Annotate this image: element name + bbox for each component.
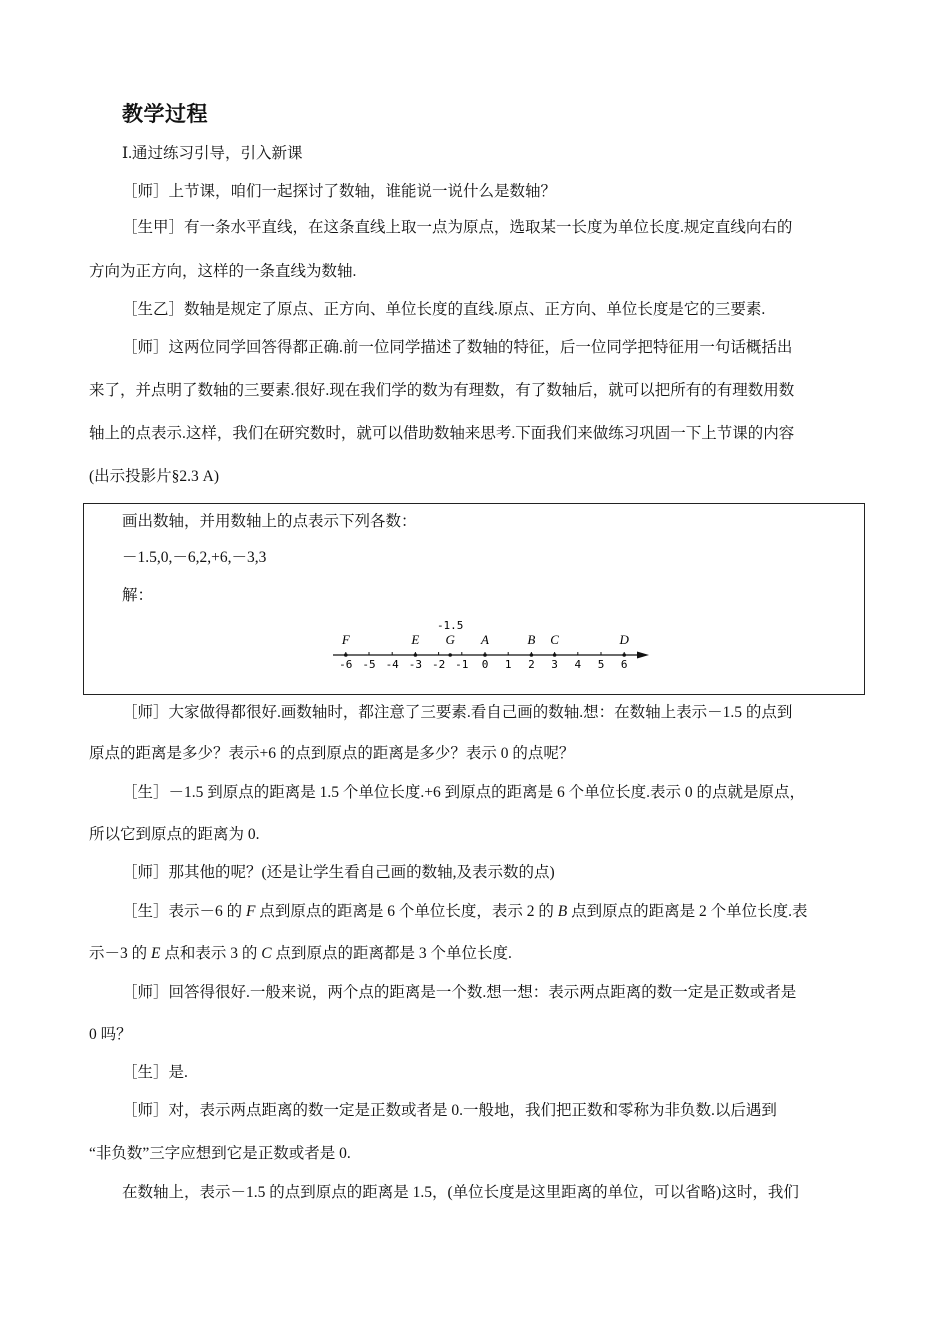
paragraph: ［生］是. (122, 1064, 188, 1081)
point-label: F (341, 632, 350, 647)
tick-label: 6 (620, 658, 628, 671)
paragraph: 方向为正方向，这样的一条直线为数轴. (89, 263, 357, 280)
paragraph: 轴上的点表示.这样，我们在研究数时，就可以借助数轴来思考.下面我们来做练习巩固一下上节课的内容 (89, 425, 795, 442)
tick-label: -2 (431, 658, 446, 671)
point-dot (530, 653, 534, 657)
point-dot (414, 653, 418, 657)
paragraph: ［生乙］数轴是规定了原点、正方向、单位长度的直线.原点、正方向、单位长度是它的三要素. (122, 301, 766, 318)
paragraph: ［师］上节课，咱们一起探讨了数轴，谁能说一说什么是数轴？ (122, 183, 557, 200)
paragraph: 所以它到原点的距离为 0. (89, 826, 260, 843)
point-label-C: C (261, 945, 272, 962)
tick-label: 0 (481, 658, 489, 671)
point-label: B (527, 632, 536, 647)
callout-label: -1.5 (436, 619, 464, 632)
tick-label: -5 (362, 658, 376, 671)
text-run: 点到原点的距离都是 3 个单位长度. (271, 945, 512, 962)
paragraph (122, 902, 807, 922)
paragraph: 原点的距离是多少？表示+6 的点到原点的距离是多少？表示 0 的点呢？ (89, 745, 575, 762)
tick-label: 3 (551, 658, 558, 671)
point-label: A (481, 632, 489, 647)
text-run: 示－3 的 (89, 945, 152, 962)
paragraph: ［生甲］有一条水平直线，在这条直线上取一点为原点，选取某一长度为单位长度.规定直线向右的 (122, 219, 793, 236)
point-label-F: F (246, 903, 256, 920)
tick-label: 1 (504, 658, 512, 671)
paragraph: ［师］大家做得都很好.画数轴时，都注意了三要素.看自己画的数轴.想：在数轴上表示－1.5 的点到 (122, 704, 793, 721)
section-heading: 教学过程 (122, 102, 208, 126)
tick-label: -6 (339, 658, 353, 671)
paragraph: 0 吗？ (89, 1026, 132, 1043)
text-run: ［生］表示－6 的 (122, 903, 247, 920)
tick-label: 4 (574, 658, 582, 671)
point-label: G (445, 632, 455, 647)
paragraph: 在数轴上，表示－1.5 的点到原点的距离是 1.5，(单位长度是这里距离的单位，可以省略)这时，我们 (122, 1184, 799, 1201)
tick-label: 2 (528, 658, 535, 671)
exercise-numbers: －1.5,0,－6,2,+6,－3,3 (122, 549, 267, 566)
text-run: 点到原点的距离是 6 个单位长度，表示 2 的 (255, 903, 558, 920)
point-dot (344, 653, 348, 657)
point-dot (553, 653, 557, 657)
tick-label: -3 (408, 658, 423, 671)
paragraph: 来了，并点明了数轴的三要素.很好.现在我们学的数为有理数，有了数轴后，就可以把所有的有理数用数 (89, 382, 795, 399)
number-line-points (341, 619, 630, 657)
text-run: 点到原点的距离是 2 个单位长度.表 (567, 903, 808, 920)
paragraph: (出示投影片§2.3 A) (89, 468, 220, 485)
point-dot (483, 653, 487, 657)
tick-label: -1 (455, 658, 469, 671)
paragraph: ［师］对，表示两点距离的数一定是正数或者是 0.一般地，我们把正数和零称为非负数.以后遇到 (122, 1102, 777, 1119)
tick-label: 5 (597, 658, 605, 671)
number-line-diagram (325, 614, 655, 672)
point-label: E (411, 632, 420, 647)
point-label-B: B (557, 903, 568, 920)
point-dot (448, 653, 452, 657)
paragraph: ［师］回答得很好.一般来说，两个点的距离是一个数.想一想：表示两点距离的数一定是正数或者是 (122, 984, 797, 1001)
exercise-prompt: 画出数轴，并用数轴上的点表示下列各数： (122, 513, 417, 530)
exercise-answer-label: 解： (122, 587, 154, 604)
paragraph: ［生］－1.5 到原点的距离是 1.5 个单位长度.+6 到原点的距离是 6 个单位长度.表示 0 的点就是原点， (122, 784, 805, 801)
paragraph: ［师］那其他的呢？(还是让学生看自己画的数轴,及表示数的点) (122, 864, 555, 881)
point-label: D (619, 632, 629, 647)
axis-arrow (637, 652, 649, 659)
tick-label: -4 (385, 658, 399, 671)
paragraph (89, 944, 512, 964)
text-run: 点和表示 3 的 (160, 945, 262, 962)
paragraph: ［师］这两位同学回答得都正确.前一位同学描述了数轴的特征，后一位同学把特征用一句话概括出 (122, 339, 793, 356)
paragraph: Ⅰ.通过练习引导，引入新课 (122, 145, 303, 162)
paragraph: “非负数”三字应想到它是正数或者是 0. (89, 1145, 351, 1162)
point-label-E: E (151, 945, 161, 962)
point-dot (622, 653, 626, 657)
point-label: C (550, 632, 559, 647)
